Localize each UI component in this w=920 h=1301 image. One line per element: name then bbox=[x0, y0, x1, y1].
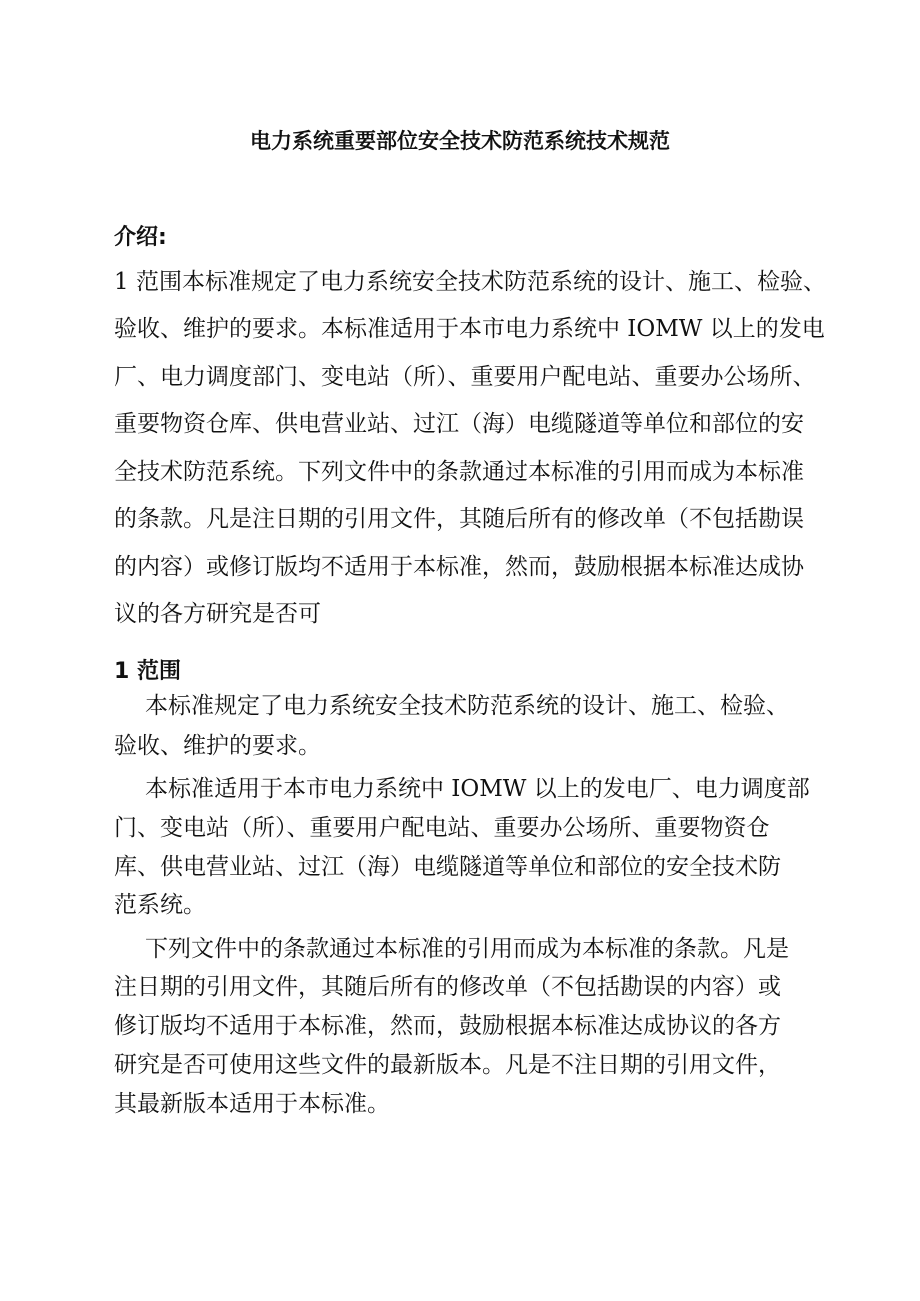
intro-line: 的内容）或修订版均不适用于本标准，然而，鼓励根据本标准达成协 bbox=[114, 554, 804, 580]
intro-line: 全技术防范系统。下列文件中的条款通过本标准的引用而成为本标准 bbox=[114, 459, 804, 485]
section-line: 研究是否可使用这些文件的最新版本。凡是不注日期的引用文件， bbox=[114, 1052, 781, 1078]
intro-line: 重要物资仓库、供电营业站、过江（海）电缆隧道等单位和部位的安 bbox=[114, 411, 804, 437]
section-line: 下列文件中的条款通过本标准的引用而成为本标准的条款。凡是 bbox=[145, 936, 789, 962]
intro-line: 的条款。凡是注日期的引用文件，其随后所有的修改单（不包括勘误 bbox=[114, 506, 804, 532]
section-line: 库、供电营业站、过江（海）电缆隧道等单位和部位的安全技术防 bbox=[114, 854, 781, 880]
section-line: 本标准规定了电力系统安全技术防范系统的设计、施工、检验、 bbox=[145, 693, 789, 719]
section-line: 验收、维护的要求。 bbox=[114, 733, 321, 759]
document-title: 电力系统重要部位安全技术防范系统技术规范 bbox=[250, 129, 670, 153]
intro-heading: 介绍: bbox=[114, 225, 167, 250]
section-heading-scope: 1 范围 bbox=[114, 659, 181, 684]
intro-line: 1 范围本标准规定了电力系统安全技术防范系统的设计、施工、检验、 bbox=[114, 269, 826, 295]
section-line: 其最新版本适用于本标准。 bbox=[114, 1091, 390, 1117]
section-line: 注日期的引用文件，其随后所有的修改单（不包括勘误的内容）或 bbox=[114, 974, 781, 1000]
section-line: 本标准适用于本市电力系统中 IOMW 以上的发电厂、电力调度部 bbox=[145, 776, 810, 802]
section-line: 修订版均不适用于本标准，然而，鼓励根据本标准达成协议的各方 bbox=[114, 1013, 781, 1039]
intro-line: 厂、电力调度部门、变电站（所）、重要用户配电站、重要办公场所、 bbox=[114, 364, 816, 390]
section-line: 范系统。 bbox=[114, 892, 206, 918]
section-line: 门、变电站（所）、重要用户配电站、重要办公场所、重要物资仓 bbox=[114, 815, 770, 841]
intro-line: 议的各方研究是否可 bbox=[114, 601, 321, 627]
intro-line: 验收、维护的要求。本标准适用于本市电力系统中 IOMW 以上的发电 bbox=[114, 316, 825, 342]
